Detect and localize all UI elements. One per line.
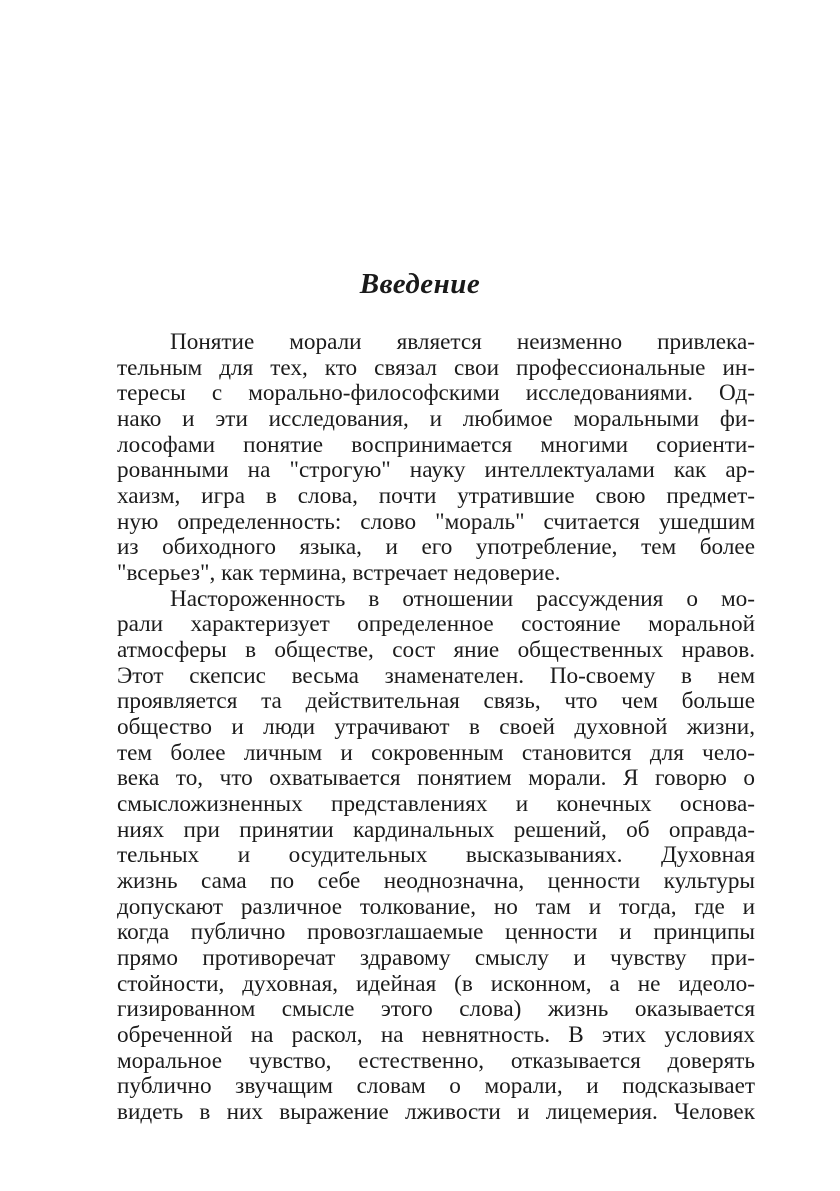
text-line: "всерьез", как термина, встречает недоверие. [117, 560, 561, 586]
text-line: тем более личным и сокровенным становится для чело- [117, 740, 755, 766]
text-line: рали характеризует определенное состояние моральной [117, 611, 755, 637]
text-line: ниях при принятии кардинальных решений, об оправда- [117, 817, 755, 843]
text-line: Понятие морали является неизменно привлека- [170, 329, 755, 355]
text-line: Настороженность в отношении рассуждения о мо- [170, 586, 755, 612]
text-line: века то, что охватывается понятием морали. Я говорю о [117, 765, 755, 791]
text-line: стойности, духовная, идейная (в исконном, а не идеоло- [117, 971, 755, 997]
text-line: видеть в них выражение лживости и лицемерия. Человек [117, 1099, 755, 1125]
text-line: проявляется та действительная связь, что чем больше [117, 688, 755, 714]
chapter-title: Введение [359, 268, 481, 300]
text-line: нако и эти исследования, и любимое моральными фи- [117, 406, 755, 432]
text-line: тельным для тех, кто связал свои профессиональные ин- [117, 355, 755, 381]
text-line: Этот скепсис весьма знаменателен. По-своему в нем [117, 663, 755, 689]
text-line: лософами понятие воспринимается многими сориенти- [117, 432, 755, 458]
text-line: хаизм, игра в слова, почти утратившие свою предмет- [117, 483, 755, 509]
text-line: прямо противоречат здравому смыслу и чувству при- [117, 945, 755, 971]
text-line: смысложизненных представлениях и конечных основа- [117, 791, 755, 817]
text-line: атмосферы в обществе, сост яние общественных нравов. [117, 637, 755, 663]
text-line: когда публично провозглашаемые ценности и принципы [117, 919, 755, 945]
text-line: жизнь сама по себе неоднозначна, ценности культуры [117, 868, 755, 894]
text-line: общество и люди утрачивают в своей духовной жизни, [117, 714, 755, 740]
text-line: ную определенность: слово "мораль" считается ушедшим [117, 509, 755, 535]
text-line: тельных и осудительных высказываниях. Духовная [117, 842, 755, 868]
text-line: допускают различное толкование, но там и тогда, где и [117, 894, 755, 920]
text-line: гизированном смысле этого слова) жизнь оказывается [117, 996, 755, 1022]
text-line: публично звучащим словам о морали, и подсказывает [117, 1073, 755, 1099]
text-line: рованными на "строгую" науку интеллектуалами как ар- [117, 457, 755, 483]
text-line: из обиходного языка, и его употребление, тем более [117, 534, 755, 560]
text-line: тересы с морально-философскими исследованиями. Од- [117, 380, 755, 406]
text-line: обреченной на раскол, на невнятность. В этих условиях [117, 1022, 755, 1048]
text-line: моральное чувство, естественно, отказывается доверять [117, 1048, 755, 1074]
